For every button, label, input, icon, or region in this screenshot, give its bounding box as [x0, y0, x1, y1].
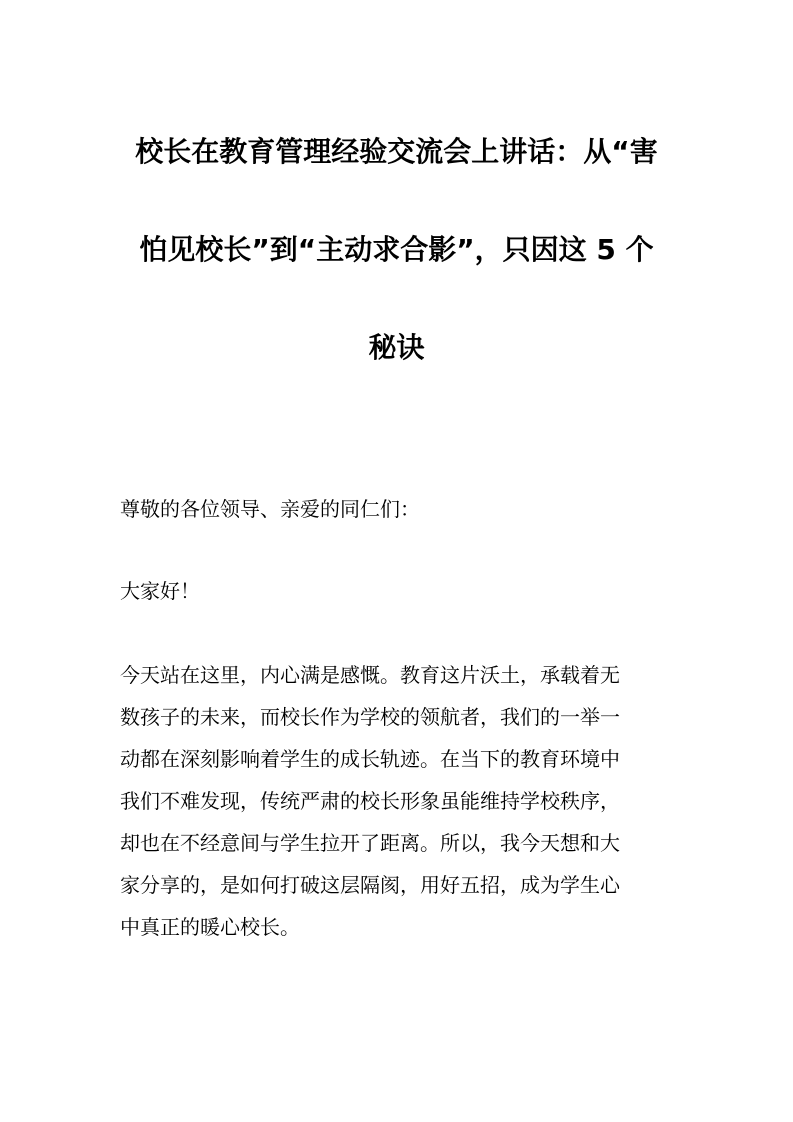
paragraph-line: 我们不难发现，传统严肃的校长形象虽能维持学校秩序， — [120, 789, 620, 813]
paragraph-line: 中真正的暖心校长。 — [120, 915, 300, 939]
paragraph-line: 数孩子的未来，而校长作为学校的领航者，我们的一举一 — [120, 705, 620, 729]
document-title — [110, 126, 683, 420]
body-paragraph — [120, 654, 620, 948]
title-line: 怕见校长”到“主动求合影”，只因这 5 个 — [139, 233, 654, 266]
paragraph-line: 今天站在这里，内心满是感慨。教育这片沃土，承载着无 — [120, 663, 620, 687]
paragraph-line: 动都在深刻影响着学生的成长轨迹。在当下的教育环境中 — [120, 747, 620, 771]
title-line: 校长在教育管理经验交流会上讲话：从“害 — [135, 135, 658, 168]
paragraph-line: 家分享的，是如何打破这层隔阂，用好五招，成为学生心 — [120, 873, 620, 897]
title-line: 秘诀 — [368, 331, 425, 364]
paragraph-line: 却也在不经意间与学生拉开了距离。所以，我今天想和大 — [120, 831, 620, 855]
greeting-text: 大家好！ — [120, 579, 200, 603]
salutation — [120, 488, 420, 530]
greeting — [120, 570, 200, 612]
salutation-text: 尊敬的各位领导、亲爱的同仁们： — [120, 497, 420, 521]
